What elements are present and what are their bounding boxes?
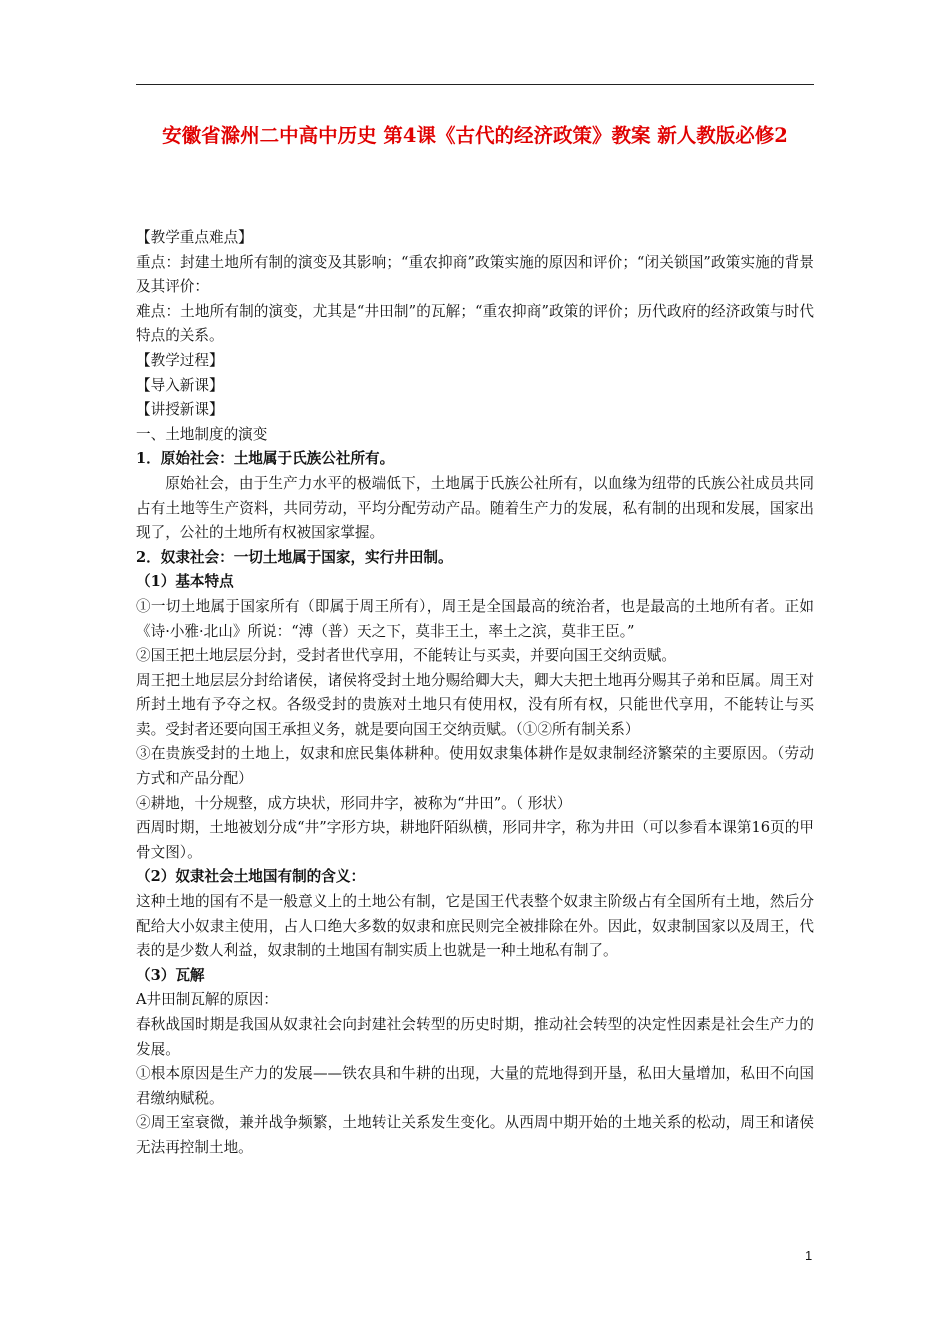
paragraph: 这种土地的国有不是一般意义上的土地公有制，它是国王代表整个奴隶主阶级占有全国所有土地，然后分配给大小奴隶主使用，占人口绝大多数的奴隶和庶民则完全被排除在外。因此，奴隶制国家以及周王，代表的是少数人利益，奴隶制的土地国有制实质上也就是一种土地私有制了。: [136, 893, 814, 960]
paragraph: （2）奴隶社会土地国有制的含义：: [136, 868, 366, 886]
paragraph: 【导入新课】: [136, 376, 224, 394]
paragraph: 西周时期，土地被划分成“井”字形方块，耕地阡陌纵横，形同井字，称为井田（可以参看本课第16页的甲骨文图）。: [136, 819, 814, 861]
paragraph: 2．奴隶社会：一切土地属于国家，实行井田制。: [136, 548, 453, 566]
paragraph: ①一切土地属于国家所有（即属于周王所有），周王是全国最高的统治者，也是最高的土地所有者。正如《诗·小雅·北山》所说：“溥（普）天之下，莫非王土，率土之滨，莫非王臣。”: [136, 597, 814, 640]
paragraph: 一、土地制度的演变: [136, 425, 268, 443]
paragraph: 原始社会，由于生产力水平的极端低下，土地属于氏族公社所有，以血缘为纽带的氏族公社成员共同占有土地等生产资料，共同劳动，平均分配劳动产品。随着生产力的发展，私有制的出现和发展，国家出现了，公社的土地所有权被国家掌握。: [136, 474, 814, 542]
paragraph: （1）基本特点: [136, 573, 234, 591]
paragraph: 【教学重点难点】: [136, 229, 253, 246]
document-body: [136, 226, 814, 1161]
paragraph: 重点：封建土地所有制的演变及其影响；“重农抑商”政策实施的原因和评价；“闭关锁国”政策实施的背景及其评价：: [136, 253, 814, 296]
paragraph: ④耕地，十分规整，成方块状，形同井字，被称为“井田”。（ 形状）: [136, 794, 572, 812]
paragraph: 春秋战国时期是我国从奴隶社会向封建社会转型的历史时期，推动社会转型的决定性因素是社会生产力的发展。: [136, 1016, 814, 1058]
paragraph: ②国王把土地层层分封，受封者世代享用，不能转让与买卖，并要向国王交纳贡赋。: [136, 647, 676, 665]
paragraph: 【讲授新课】: [136, 401, 224, 419]
paragraph: 周王把土地层层分封给诸侯，诸侯将受封土地分赐给卿大夫，卿大夫把土地再分赐其子弟和臣属。周王对所封土地有予夺之权。各级受封的贵族对土地只有使用权，没有所有权，只能世代享用，不能转让与买卖。受封者还要向国王承担义务，就是要向国王交纳贡赋。（①②所有制关系）: [136, 671, 814, 738]
paragraph: ②周王室衰微，兼并战争频繁，土地转让关系发生变化。从西周中期开始的土地关系的松动，周王和诸侯无法再控制土地。: [136, 1114, 814, 1156]
paragraph: （3）瓦解: [136, 966, 205, 984]
page-number: 1: [805, 1248, 813, 1263]
paragraph: 难点：土地所有制的演变，尤其是“井田制”的瓦解；“重农抑商”政策的评价；历代政府的经济政策与时代特点的关系。: [136, 302, 814, 345]
paragraph: ③在贵族受封的土地上，奴隶和庶民集体耕种。使用奴隶集体耕作是奴隶制经济繁荣的主要原因。（劳动方式和产品分配）: [136, 745, 814, 788]
paragraph: 【教学过程】: [136, 351, 224, 369]
document-title: 安徽省滁州二中高中历史 第4课《古代的经济政策》教案 新人教版必修2: [162, 124, 788, 147]
header-rule: [136, 84, 814, 85]
paragraph: ①根本原因是生产力的发展——铁农具和牛耕的出现，大量的荒地得到开垦，私田大量增加，私田不向国君缴纳赋税。: [136, 1065, 814, 1107]
paragraph: A井田制瓦解的原因：: [136, 991, 278, 1009]
paragraph: 1．原始社会：土地属于氏族公社所有。: [136, 450, 395, 468]
